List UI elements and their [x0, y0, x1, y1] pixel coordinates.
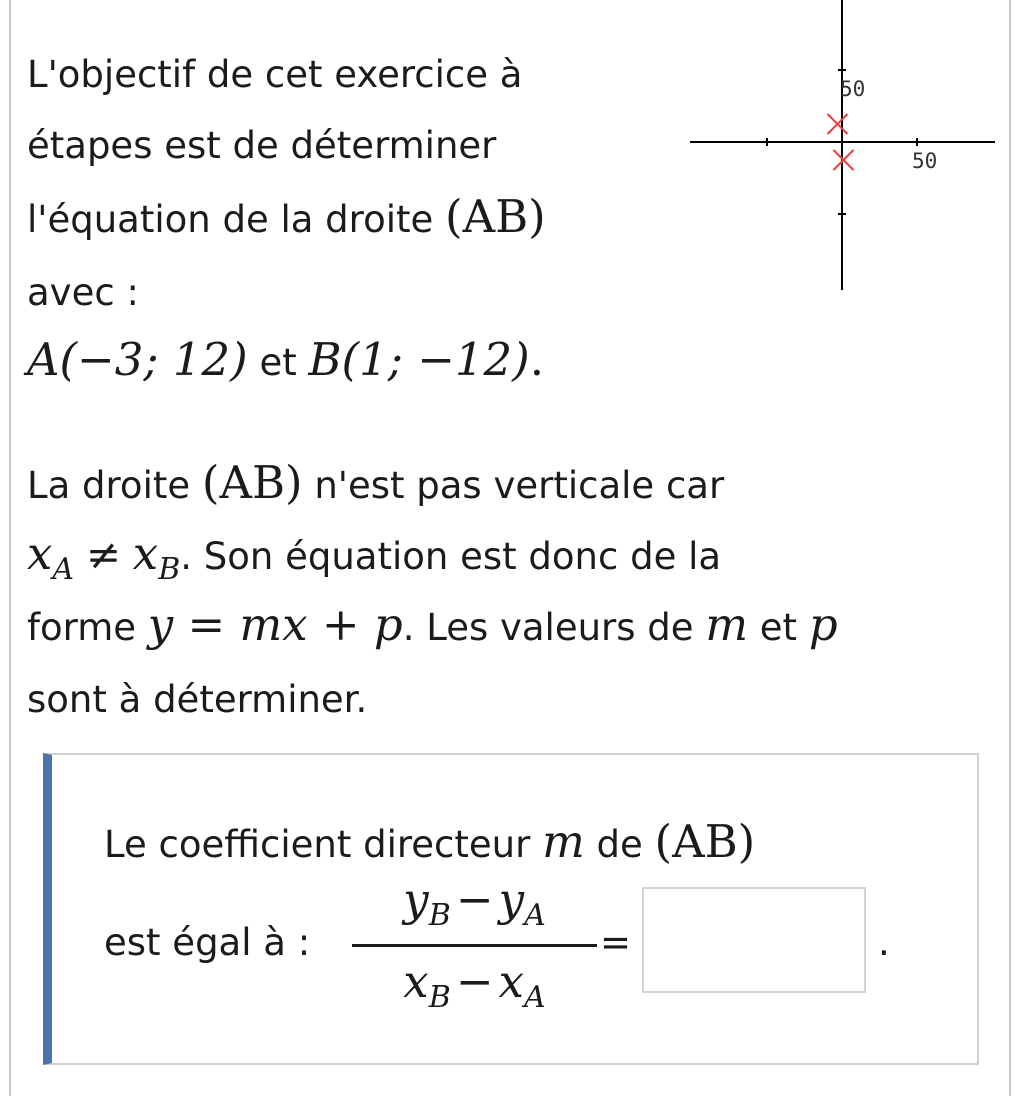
explanation-line-3: forme y = mx + p. Les valeurs de m et p — [27, 598, 838, 651]
point-b: B(1; −12) — [308, 333, 530, 386]
fraction-numerator: yB − yA — [403, 873, 546, 933]
equals-sign: = — [600, 921, 632, 964]
coordinate-graph — [690, 0, 1000, 300]
y-axis-label: 50 — [840, 77, 866, 101]
intro-line-1: L'objectif de cet exercice à — [27, 53, 523, 96]
question-box — [43, 753, 979, 1065]
fraction-bar — [352, 944, 597, 947]
question-line-1: Le coefficient directeur m de (AB) — [104, 815, 756, 868]
equation-form: y = mx + p — [147, 598, 403, 651]
intro-line-3: l'équation de la droite (AB) — [27, 190, 546, 243]
question-line-2: est égal à : — [104, 921, 311, 964]
intro-line-4: avec : — [27, 271, 139, 314]
end-period: . — [878, 921, 890, 964]
x-axis-label: 50 — [912, 149, 938, 173]
answer-input[interactable] — [642, 887, 866, 993]
point-marker-b — [834, 150, 854, 170]
explanation-line-1: La droite (AB) n'est pas verticale car — [27, 456, 725, 509]
explanation-line-2: $x_A \ne x_B$. Son équation est donc de la — [27, 527, 722, 587]
fraction-denominator: xB − xA — [403, 955, 546, 1015]
intro-line-2: étapes est de déterminer — [27, 124, 497, 167]
point-marker-a — [828, 114, 848, 134]
ab-math: (AB) — [445, 190, 546, 243]
point-a: A(−3; 12) — [27, 333, 248, 386]
points-line: A(−3; 12) et B(1; −12). — [27, 333, 545, 386]
explanation-line-4: sont à déterminer. — [27, 678, 368, 721]
